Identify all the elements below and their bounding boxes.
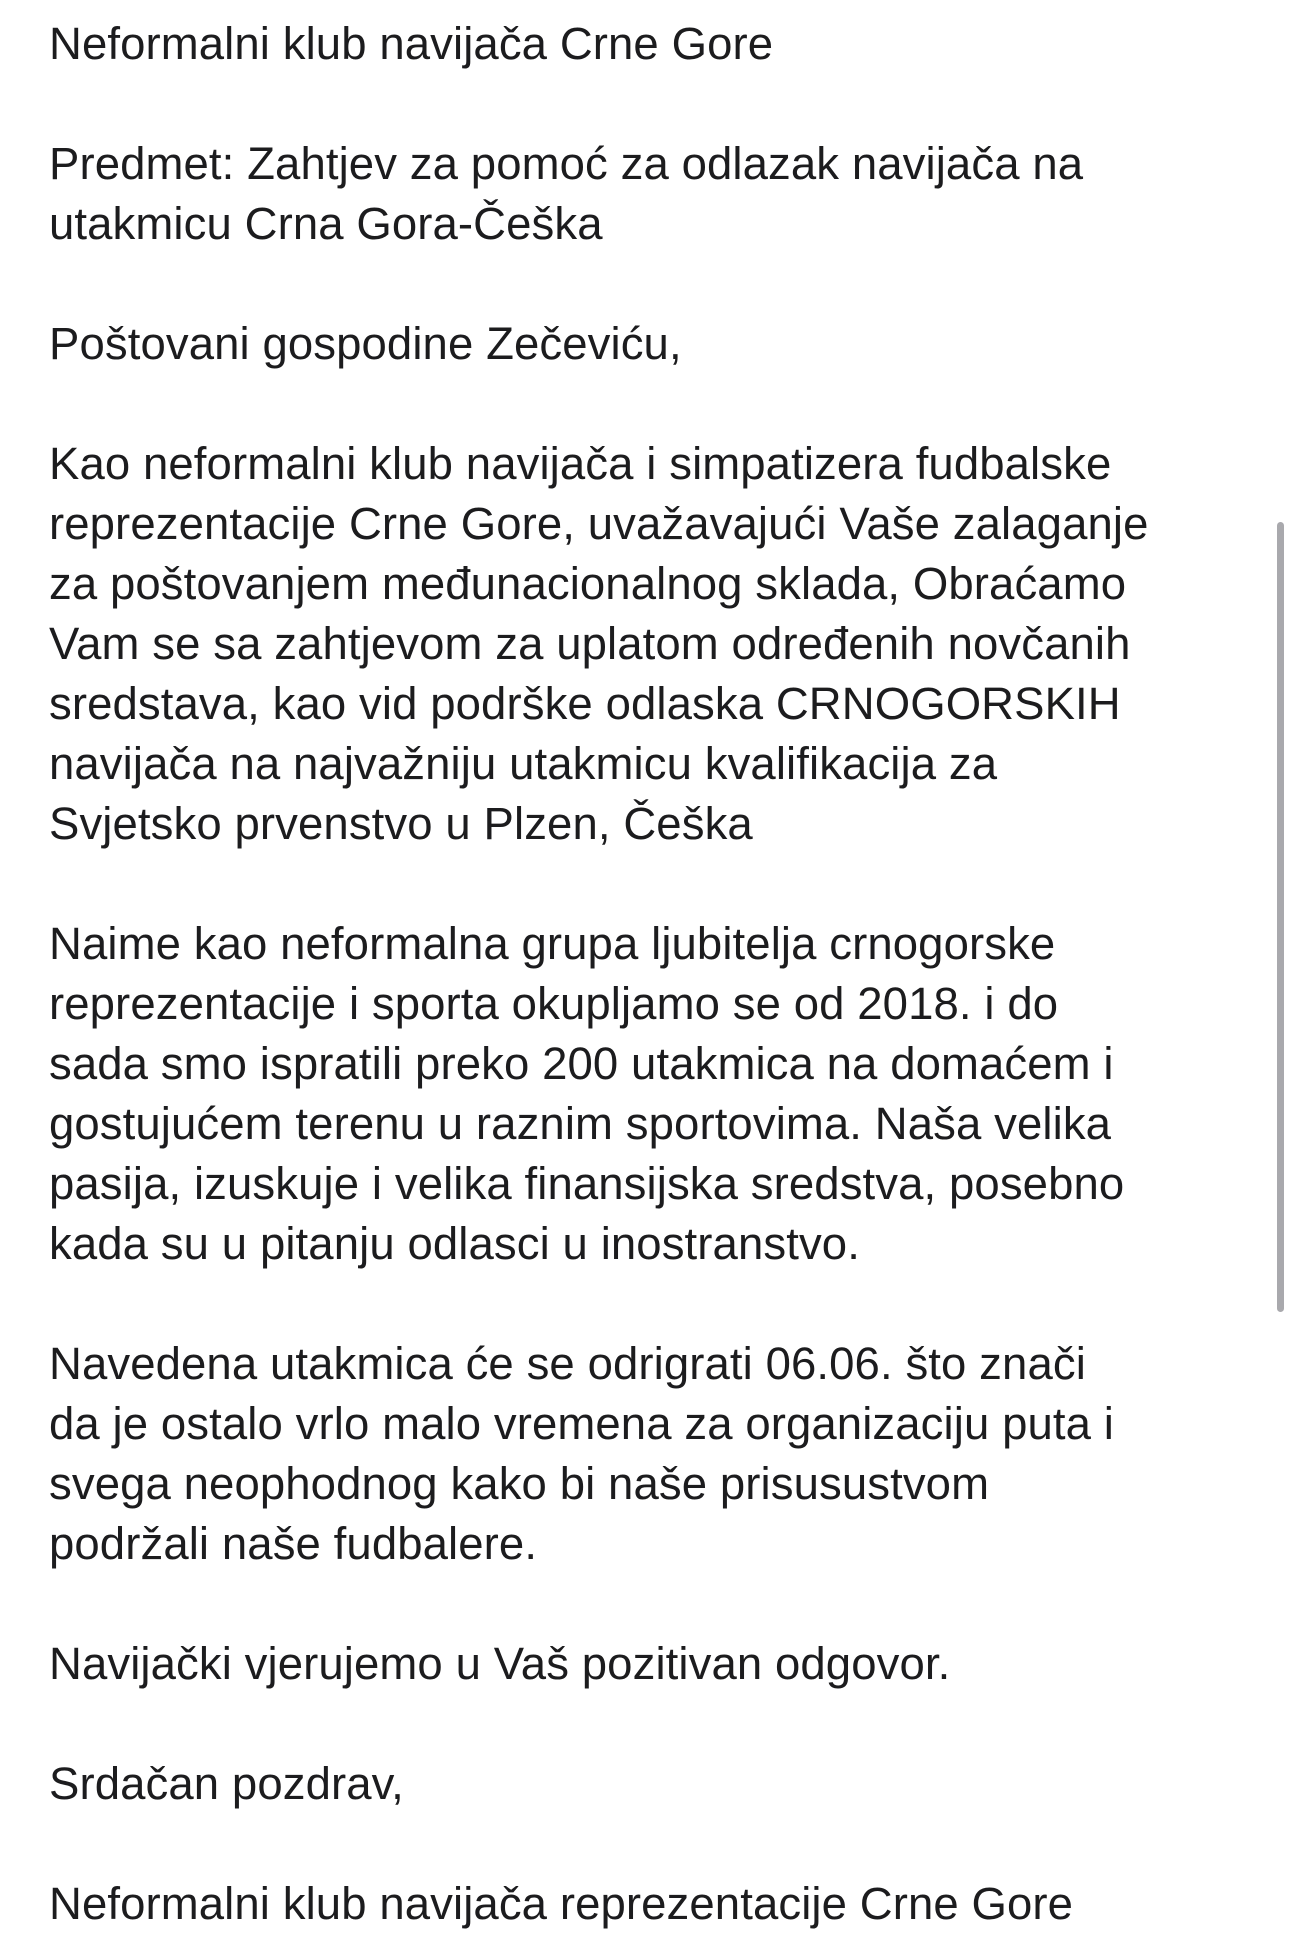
paragraph-line: za poštovanjem međunacionalnog sklada, Obraćamo <box>49 558 1127 609</box>
greeting <box>49 314 1249 374</box>
paragraph-line: pasija, izuskuje i velika finansijska sredstva, posebno <box>49 1158 1125 1209</box>
closing-line-text: Navijački vjerujemo u Vaš pozitivan odgovor. <box>49 1638 951 1689</box>
paragraph-line: sada smo ispratili preko 200 utakmica na domaćem i <box>49 1038 1114 1089</box>
paragraph-background <box>49 914 1249 1274</box>
sender-line <box>49 14 1249 74</box>
paragraph-line: reprezentacije i sporta okupljamo se od 2018. i do <box>49 978 1059 1029</box>
paragraph-line: sredstava, kao vid podrške odlaska CRNOGORSKIH <box>49 678 1121 729</box>
subject <box>49 134 1249 254</box>
paragraph-line: reprezentacije Crne Gore, uvažavajući Vaše zalaganje <box>49 498 1149 549</box>
paragraph-line: kada su u pitanju odlasci u inostranstvo. <box>49 1218 860 1269</box>
sign-off <box>49 1754 1249 1814</box>
signature <box>49 1874 1249 1934</box>
paragraph-request <box>49 434 1249 854</box>
signature-text: Neformalni klub navijača reprezentacije Crne Gore <box>49 1878 1074 1929</box>
greeting-text: Poštovani gospodine Zečeviću, <box>49 318 682 369</box>
paragraph-line: navijača na najvažniju utakmicu kvalifikacija za <box>49 738 998 789</box>
paragraph-match-date <box>49 1334 1249 1574</box>
sign-off-text: Srdačan pozdrav, <box>49 1758 404 1809</box>
paragraph-line: podržali naše fudbalere. <box>49 1518 538 1569</box>
subject-line: Predmet: Zahtjev za pomoć za odlazak navijača na <box>49 138 1084 189</box>
paragraph-line: Vam se sa zahtjevom za uplatom određenih novčanih <box>49 618 1131 669</box>
paragraph-line: Svjetsko prvenstvo u Plzen, Češka <box>49 798 753 849</box>
paragraph-line: Navedena utakmica će se odrigrati 06.06. što znači <box>49 1338 1086 1389</box>
subject-line: utakmicu Crna Gora-Češka <box>49 198 603 249</box>
paragraph-line: da je ostalo vrlo malo vremena za organizaciju puta i <box>49 1398 1114 1449</box>
paragraph-line: gostujućem terenu u raznim sportovima. Naša velika <box>49 1098 1112 1149</box>
closing-line <box>49 1634 1249 1694</box>
email-body <box>49 14 1249 1934</box>
paragraph-line: Naime kao neformalna grupa ljubitelja crnogorske <box>49 918 1056 969</box>
sender-line-text: Neformalni klub navijača Crne Gore <box>49 18 774 69</box>
paragraph-line: Kao neformalni klub navijača i simpatizera fudbalske <box>49 438 1112 489</box>
paragraph-line: svega neophodnog kako bi naše prisusustvom <box>49 1458 990 1509</box>
vertical-scrollbar[interactable] <box>1277 522 1284 1312</box>
